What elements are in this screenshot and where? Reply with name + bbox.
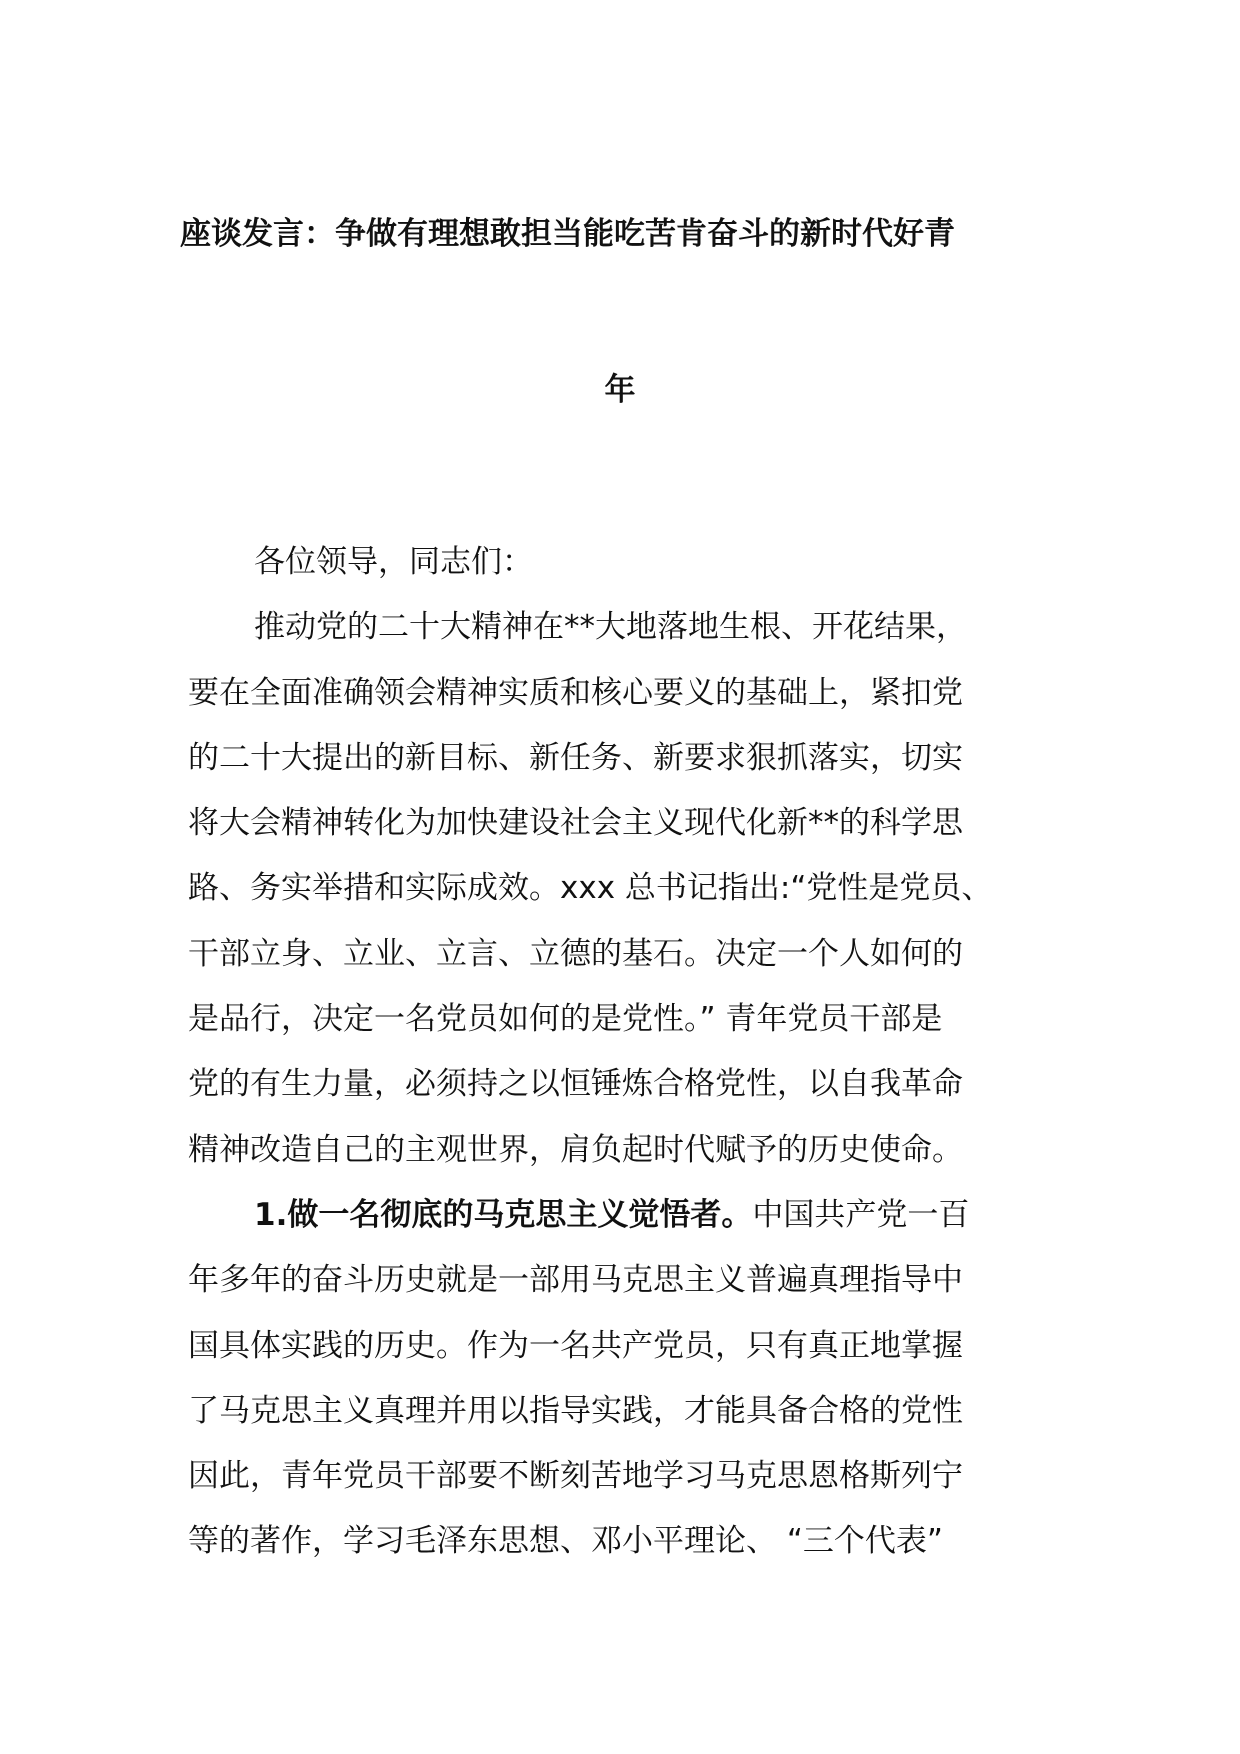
section-1-line-2: 年多年的奋斗历史就是一部用马克思主义普遍真理指导中 xyxy=(188,1262,963,1299)
section-1-heading: 1.做一名彻底的马克思主义觉悟者。 xyxy=(254,1196,753,1233)
paragraph-1-line-1: 推动党的二十大精神在**大地落地生根、开花结果， xyxy=(254,609,967,646)
section-1-line-6: 等的著作，学习毛泽东思想、邓小平理论、 “三个代表” xyxy=(188,1523,943,1560)
section-1-first-line-text: 中国共产党一百 xyxy=(752,1196,970,1233)
document-body xyxy=(188,530,1068,1575)
paragraph-1-line-9: 精神改造自己的主观世界，肩负起时代赋予的历史使命。 xyxy=(188,1131,963,1168)
paragraph-1-line-4: 将大会精神转化为加快建设社会主义现代化新**的科学思 xyxy=(188,805,963,842)
paragraph-1-line-3: 的二十大提出的新目标、新任务、新要求狠抓落实，切实 xyxy=(188,739,963,776)
paragraph-1-line-8: 党的有生力量，必须持之以恒锤炼合格党性，以自我革命 xyxy=(188,1066,963,1103)
salutation: 各位领导，同志们： xyxy=(254,544,533,580)
paragraph-1-line-5: 路、务实举措和实际成效。xxx 总书记指出:“党性是党员、 xyxy=(188,870,993,907)
document-title-line-2: 年 xyxy=(604,372,636,408)
section-1-line-4: 了马克思主义真理并用以指导实践，才能具备合格的党性 xyxy=(188,1392,963,1429)
section-1-first-line xyxy=(188,1183,1068,1248)
paragraph-1-line-2: 要在全面准确领会精神实质和核心要义的基础上，紧扣党 xyxy=(188,674,963,711)
section-1-line-3: 国具体实践的历史。作为一名共产党员，只有真正地掌握 xyxy=(188,1327,963,1364)
paragraph-1-line-7: 是品行，决定一名党员如何的是党性。” 青年党员干部是 xyxy=(188,1001,943,1038)
paragraph-1-line-6: 干部立身、立业、立言、立德的基石。决定一个人如何的 xyxy=(188,935,963,972)
document-title-line-1: 座谈发言：争做有理想敢担当能吃苦肯奋斗的新时代好青 xyxy=(180,216,955,252)
section-1-line-5: 因此，青年党员干部要不断刻苦地学习马克思恩格斯列宁 xyxy=(188,1458,963,1495)
